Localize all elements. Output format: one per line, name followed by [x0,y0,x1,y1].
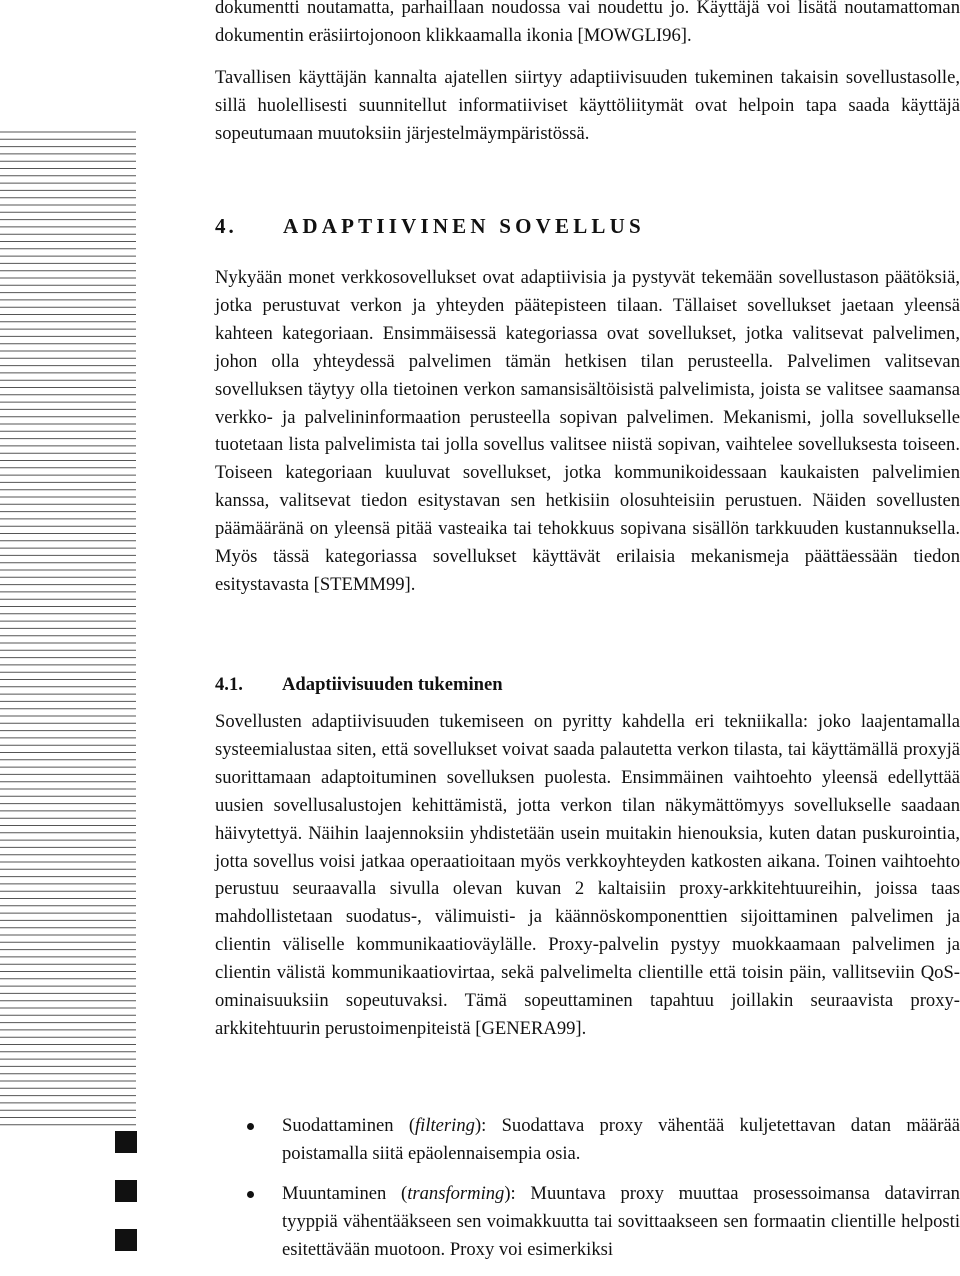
section-4-heading [215,212,645,240]
paragraph-3: Sovellusten adaptiivisuuden tukemiseen on pyritty kahdella eri tekniikalla: joko laajentamalla systeemialustaa siten, että sovellukset voivat saada palautetta verkon tilasta, tai käyttämällä proxyjä suorittamaan adaptoituminen sovelluksen puolesta. Ensimmäinen vaihtoehto yleensä edellyttää uusien sovellusalustojen kehittämistä, jotta verkon tilan näkymättömyys sovellukselle saadaan häivytettyä. Näihin laajennoksiin yhdistetään usein muitakin hienouksia, kuten datan puskurointia, jotta sovellus voisi jatkaa operaatioitaan myös verkkoyhteyden katkosten aikana. Toinen vaihtoehto perustuu seuraavalla sivulla olevan kuvan 2 kaltaisiin proxy-arkkitehtuureihin, joissa taas mahdollistetaan suodatus-, välimuisti- ja käännöskomponenttien sijoittaminen palvelimen ja clientin väliselle kommunikaatioväylälle. Proxy-palvelin pystyy muokkaamaan palvelimen ja clientin välistä kommunikaatiovirtaa, sekä palvelimelta clientille että toisin päin, vallitseviin QoS-ominaisuuksiin sopeutuvaksi. Tämä sopeuttaminen tapahtuu joillakin seuraavista proxy-arkkitehtuurin perustoimenpiteistä [GENERA99]. [215,711,960,1039]
list-item [215,1112,960,1168]
bullet-lead: Muuntaminen ( [282,1182,408,1204]
bullet-term: transforming [407,1182,505,1204]
paragraph-1: Tavallisen käyttäjän kannalta ajatellen siirtyy adaptiivisuuden tukeminen takaisin sovellustasolle, sillä huolellisesti suunnitellut informatiiviset käyttöliitymät ovat helpoin tapa saada käyttäjä sopeutumaan muutoksiin järjestelmäympäristössä. [215,67,960,144]
bullet-icon [247,1123,254,1130]
list-item [215,1180,960,1264]
paragraph-top: dokumentti noutamatta, parhaillaan noudossa vai noudettu jo. Käyttäjä voi lisätä noutamattoman dokumentin eräsiirtojonoon klikkaamalla ikonia [MOWGLI96]. [215,0,960,46]
section-4-number: 4. [215,214,237,238]
section-4-1-heading [215,671,503,699]
margin-square-2 [115,1180,137,1202]
margin-line-pattern [0,128,136,1128]
margin-square-1 [115,1131,137,1153]
bullet-text: ): Muuntava proxy muuttaa prosessoimansa datavirran tyyppiä vähentääkseen sen voimakkuutta tai sovittaakseen sen formaatin clientille helposti esitettävään muotoon. Proxy voi esimerkiksi [282,1182,960,1260]
bullet-text: ): Suodattava proxy vähentää kuljetettavan datan määrää poistamalla siitä epäolennaisempia osia. [282,1115,960,1164]
section-4-1-title: Adaptiivisuuden tukeminen [282,674,503,695]
paragraph-2: Nykyään monet verkkosovellukset ovat adaptiivisia ja pystyvät tekemään sovellustason päätöksiä, jotka perustuvat verkon ja yhteyden päätepisteen tilaan. Tällaiset sovellukset jaetaan yleensä kahteen kategoriaan. Ensimmäisessä kategoriassa ovat sovellukset, jotka valitsevat palvelimen, johon olla yhteydessä palvelimen tämän hetkisen tilan perusteella. Palvelimen valitsevan sovelluksen täytyy olla tietoinen verkon samansisältöisistä palvelimista, joista se valitsee saamansa verkko- ja palvelininformaation perusteella sopivan palvelimen. Mekanismi, jolla sovellukselle tuotetaan lista palvelimista tai jolla sovellus valitsee niistä sopivan, vaihtelee sovelluksesta toiseen. Toiseen kategoriaan kuuluvat sovellukset, jotka kommunikoidessaan kaukaisten palvelimien kanssa, valitsevat tiedon esitystavan sen hetkisiin olosuhteisiin perustuen. Näiden sovellusten päämääränä on yleensä pitää vasteaika tai tehokkuus sopivana sisällön tarkkuuden kustannuksella. Myös tässä kategoriassa sovellukset käyttävät erilaisia mekanismeja päättäessään tiedon esitystavasta [STEMM99]. [215,267,960,595]
bullet-list [215,1112,960,1276]
section-4-1-number: 4.1. [215,674,243,695]
section-4-title: ADAPTIIVINEN SOVELLUS [283,214,645,238]
margin-square-3 [115,1229,137,1251]
bullet-icon [247,1191,254,1198]
bullet-lead: Suodattaminen ( [282,1115,416,1136]
bullet-term: filtering [415,1115,475,1136]
